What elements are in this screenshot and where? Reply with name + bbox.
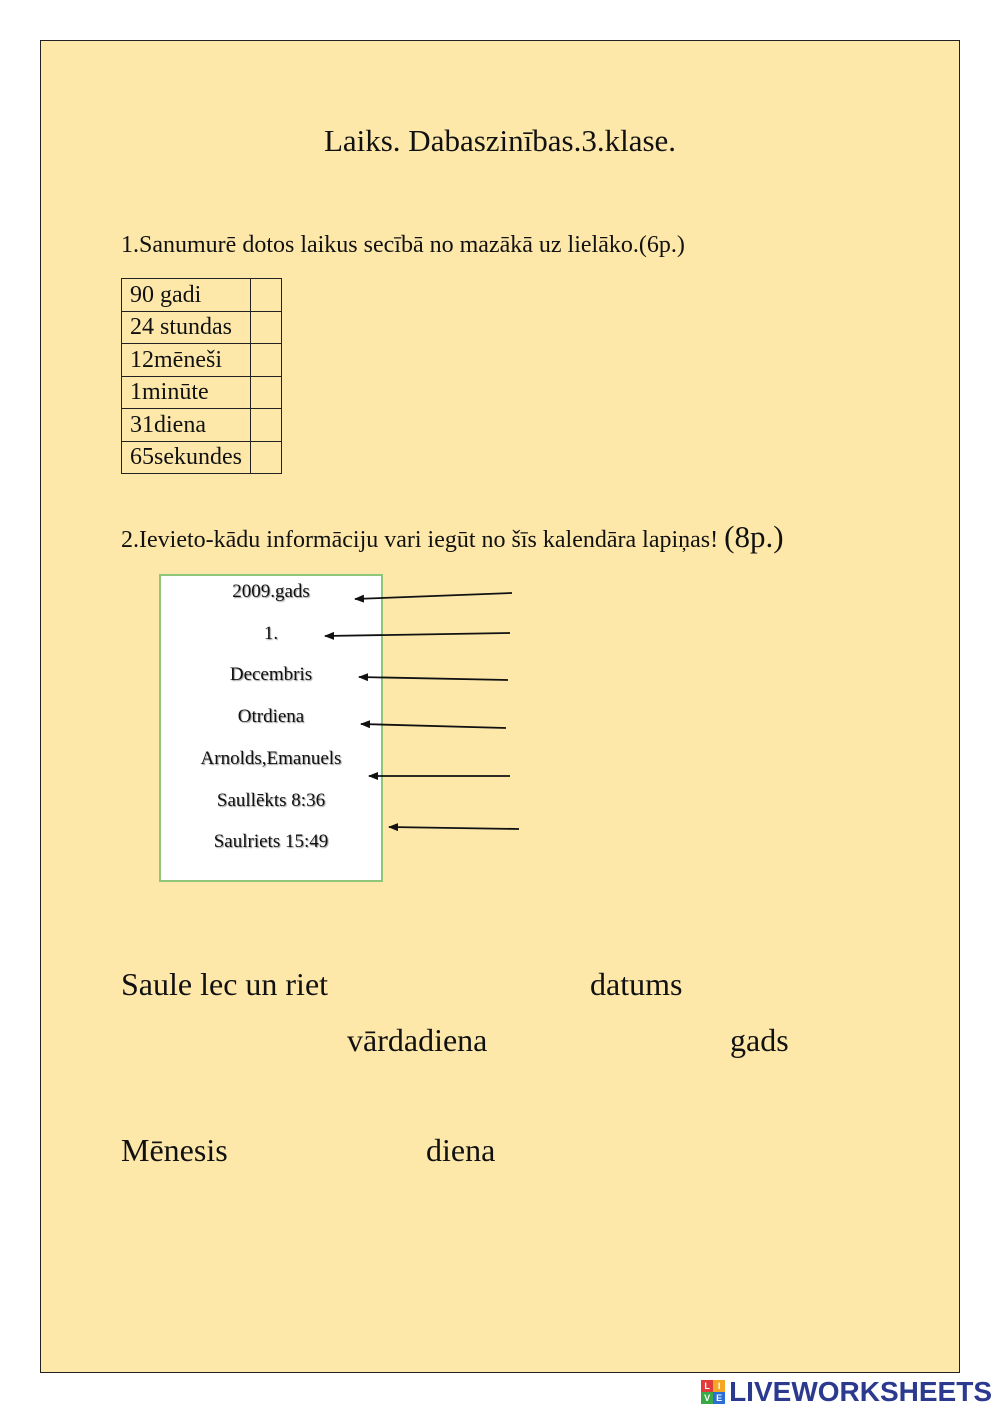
word-diena[interactable]: diena xyxy=(426,1132,496,1168)
order-item-label: 12mēneši xyxy=(122,344,251,377)
calendar-line: Otrdiena xyxy=(237,706,305,727)
task2-prompt-text: 2.Ievieto-kādu informāciju vari iegūt no šīs kalendāra lapiņas! xyxy=(121,527,725,553)
order-item-label: 90 gadi xyxy=(122,279,251,312)
arrow-1 xyxy=(355,593,512,599)
arrows-layer xyxy=(41,41,959,1372)
watermark-text: LIVEWORKSHEETS xyxy=(729,1376,992,1407)
arrow-3 xyxy=(359,677,508,680)
order-item-label: 31diena xyxy=(122,409,251,442)
answer-slot-1[interactable] xyxy=(517,581,821,610)
task1-prompt: 1.Sanumurē dotos laikus secībā no mazākā uz lielāko.(6p.) xyxy=(121,232,685,258)
order-item-label: 65sekundes xyxy=(122,441,251,474)
calendar-line: 2009.gads xyxy=(232,581,310,602)
order-item-label: 1minūte xyxy=(122,376,251,409)
logo-letter: E xyxy=(713,1392,725,1404)
worksheet-page xyxy=(40,40,960,1373)
page-title: Laiks. Dabaszinības.3.klase. xyxy=(323,123,677,158)
answer-slot-2[interactable] xyxy=(517,621,821,650)
arrow-6 xyxy=(389,827,519,829)
answer-slot-6[interactable] xyxy=(525,815,829,844)
calendar-line: Decembris xyxy=(229,664,313,685)
answer-slot-5[interactable] xyxy=(517,763,821,792)
word-saule-lec-un-riet[interactable]: Saule lec un riet xyxy=(121,966,329,1002)
calendar-line: Saullēkts 8:36 xyxy=(216,790,326,811)
answer-slot-3[interactable] xyxy=(517,667,821,696)
answer-slot-4[interactable] xyxy=(517,715,821,744)
word-gads[interactable]: gads xyxy=(730,1022,789,1058)
task2-points: (8p.) xyxy=(724,519,784,554)
word-menesis[interactable]: Mēnesis xyxy=(121,1132,228,1168)
arrow-2 xyxy=(325,633,510,636)
calendar-line: 1. xyxy=(263,623,279,644)
calendar-line: Arnolds,Emanuels xyxy=(200,748,342,769)
liveworksheets-logo-icon xyxy=(701,1380,725,1404)
calendar-line: Saulriets 15:49 xyxy=(213,831,329,852)
order-item-label: 24 stundas xyxy=(122,311,251,344)
liveworksheets-watermark xyxy=(701,1375,992,1409)
word-datums[interactable]: datums xyxy=(590,966,683,1002)
logo-letter: I xyxy=(713,1380,725,1392)
arrow-4 xyxy=(361,724,506,728)
logo-letter: L xyxy=(701,1380,713,1392)
word-vardadiena[interactable]: vārdadiena xyxy=(347,1022,488,1058)
logo-letter: V xyxy=(701,1392,713,1404)
